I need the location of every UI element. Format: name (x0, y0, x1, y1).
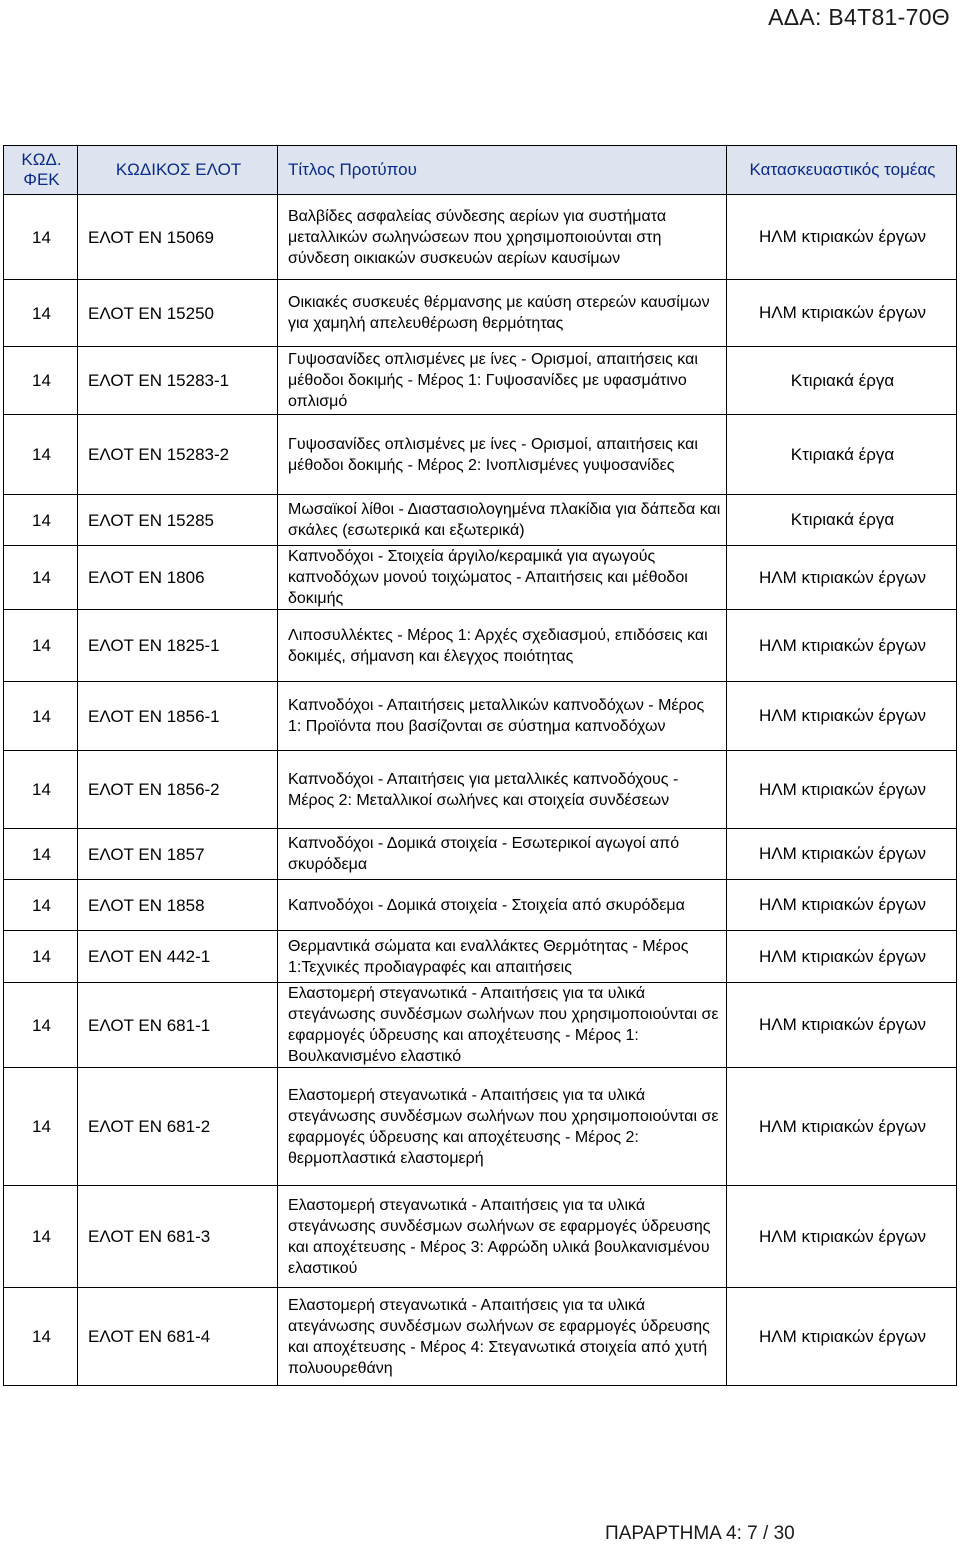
title-cell: Γυψοσανίδες οπλισμένες με ίνες - Ορισμοί, απαιτήσεις και μέθοδοι δοκιμής - Μέρος 2: Ινοπλισμένες γυψοσανίδες (278, 415, 727, 495)
table-row (4, 1186, 957, 1288)
fek-cell: 14 (4, 1288, 78, 1386)
sector-cell: ΗΛΜ κτιριακών έργων (727, 983, 957, 1068)
page-footer: ΠΑΡΑΡΤΗΜΑ 4: 7 / 30 (605, 1523, 795, 1544)
fek-cell: 14 (4, 829, 78, 880)
title-cell: Καπνοδόχοι - Στοιχεία άργιλο/κεραμικά για αγωγούς καπνοδόχων μονού τοιχώματος - Απαιτήσεις και μέθοδοι δοκιμής (278, 546, 727, 610)
code-cell: ΕΛΟΤ EN 15283-2 (78, 415, 278, 495)
fek-cell: 14 (4, 610, 78, 682)
code-cell: ΕΛΟΤ EN 15250 (78, 280, 278, 347)
table-row (4, 983, 957, 1068)
sector-cell: ΗΛΜ κτιριακών έργων (727, 610, 957, 682)
title-cell: Οικιακές συσκευές θέρμανσης με καύση στερεών καυσίμων για χαμηλή απελευθέρωση θερμότητας (278, 280, 727, 347)
code-cell: ΕΛΟΤ EN 1858 (78, 880, 278, 931)
code-cell: ΕΛΟΤ EN 681-2 (78, 1068, 278, 1186)
table-row (4, 931, 957, 983)
fek-cell: 14 (4, 347, 78, 415)
code-cell: ΕΛΟΤ EN 15069 (78, 195, 278, 280)
sector-cell: ΗΛΜ κτιριακών έργων (727, 280, 957, 347)
fek-cell: 14 (4, 682, 78, 751)
fek-cell: 14 (4, 1186, 78, 1288)
title-cell: Θερμαντικά σώματα και εναλλάκτες Θερμότητας - Μέρος 1:Τεχνικές προδιαγραφές και απαιτήσεις (278, 931, 727, 983)
title-cell: Βαλβίδες ασφαλείας σύνδεσης αερίων για συστήματα μεταλλικών σωληνώσεων που χρησιμοποιούνται στη σύνδεση οικιακών συσκευών αερίων καυσίμων (278, 195, 727, 280)
col-header-title: Τίτλος Προτύπου (278, 146, 727, 195)
fek-cell: 14 (4, 983, 78, 1068)
col-header-code: ΚΩΔΙΚΟΣ ΕΛΟΤ (78, 146, 278, 195)
table-row (4, 880, 957, 931)
code-cell: ΕΛΟΤ EN 681-4 (78, 1288, 278, 1386)
code-cell: ΕΛΟΤ EN 1825-1 (78, 610, 278, 682)
col-header-sector: Κατασκευαστικός τομέας (727, 146, 957, 195)
fek-cell: 14 (4, 280, 78, 347)
ada-code: ΑΔΑ: Β4Τ81-70Θ (768, 4, 950, 30)
fek-cell: 14 (4, 751, 78, 829)
fek-cell: 14 (4, 546, 78, 610)
code-cell: ΕΛΟΤ EN 1857 (78, 829, 278, 880)
sector-cell: ΗΛΜ κτιριακών έργων (727, 1068, 957, 1186)
sector-cell: Κτιριακά έργα (727, 495, 957, 546)
table-header-row (4, 146, 957, 195)
title-cell: Καπνοδόχοι - Απαιτήσεις μεταλλικών καπνοδόχων - Μέρος 1: Προϊόντα που βασίζονται σε σύστημα καπνοδόχων (278, 682, 727, 751)
table-row (4, 280, 957, 347)
title-cell: Λιποσυλλέκτες - Μέρος 1: Αρχές σχεδιασμού, επιδόσεις και δοκιμές, σήμανση και έλεγχος ποιότητας (278, 610, 727, 682)
code-cell: ΕΛΟΤ EN 15283-1 (78, 347, 278, 415)
table-row (4, 1288, 957, 1386)
fek-cell: 14 (4, 1068, 78, 1186)
fek-cell: 14 (4, 880, 78, 931)
sector-cell: ΗΛΜ κτιριακών έργων (727, 1288, 957, 1386)
code-cell: ΕΛΟΤ EN 15285 (78, 495, 278, 546)
fek-cell: 14 (4, 495, 78, 546)
col-header-fek: ΚΩΔ. ΦΕΚ (4, 146, 78, 195)
code-cell: ΕΛΟΤ EN 1856-2 (78, 751, 278, 829)
title-cell: Καπνοδόχοι - Δομικά στοιχεία - Στοιχεία από σκυρόδεμα (278, 880, 727, 931)
fek-cell: 14 (4, 195, 78, 280)
table-row (4, 347, 957, 415)
table-row (4, 829, 957, 880)
code-cell: ΕΛΟΤ EN 681-1 (78, 983, 278, 1068)
title-cell: Ελαστομερή στεγανωτικά - Απαιτήσεις για τα υλικά στεγάνωσης συνδέσμων σωλήνων σε εφαρμογές ύδρευσης και αποχέτευσης - Μέρος 3: Αφρώδη υλικά βουλκανισμένου ελαστικού (278, 1186, 727, 1288)
sector-cell: ΗΛΜ κτιριακών έργων (727, 931, 957, 983)
title-cell: Γυψοσανίδες οπλισμένες με ίνες - Ορισμοί, απαιτήσεις και μέθοδοι δοκιμής - Μέρος 1: Γυψοσανίδες με υφασμάτινο οπλισμό (278, 347, 727, 415)
fek-cell: 14 (4, 415, 78, 495)
sector-cell: ΗΛΜ κτιριακών έργων (727, 195, 957, 280)
sector-cell: Κτιριακά έργα (727, 347, 957, 415)
fek-cell: 14 (4, 931, 78, 983)
code-cell: ΕΛΟΤ EN 1856-1 (78, 682, 278, 751)
standards-table (3, 145, 957, 1386)
title-cell: Μωσαϊκοί λίθοι - Διαστασιολογημένα πλακίδια για δάπεδα και σκάλες (εσωτερικά και εξωτερικά) (278, 495, 727, 546)
code-cell: ΕΛΟΤ EN 1806 (78, 546, 278, 610)
table-row (4, 495, 957, 546)
table-row (4, 751, 957, 829)
title-cell: Ελαστομερή στεγανωτικά - Απαιτήσεις για τα υλικά στεγάνωσης συνδέσμων σωλήνων που χρησιμοποιούνται σε εφαρμογές ύδρευσης και αποχέτευσης - Μέρος 2: θερμοπλαστικά ελαστομερή (278, 1068, 727, 1186)
sector-cell: ΗΛΜ κτιριακών έργων (727, 1186, 957, 1288)
title-cell: Καπνοδόχοι - Δομικά στοιχεία - Εσωτερικοί αγωγοί από σκυρόδεμα (278, 829, 727, 880)
sector-cell: ΗΛΜ κτιριακών έργων (727, 546, 957, 610)
table-row (4, 195, 957, 280)
table-row (4, 610, 957, 682)
table-row (4, 546, 957, 610)
table-row (4, 1068, 957, 1186)
code-cell: ΕΛΟΤ EN 681-3 (78, 1186, 278, 1288)
code-cell: ΕΛΟΤ EN 442-1 (78, 931, 278, 983)
title-cell: Ελαστομερή στεγανωτικά - Απαιτήσεις για τα υλικά ατεγάνωσης συνδέσμων σωλήνων σε εφαρμογές ύδρευσης και αποχέτευσης - Μέρος 4: Στεγανωτικά στοιχεία από χυτή πολυουρεθάνη (278, 1288, 727, 1386)
sector-cell: ΗΛΜ κτιριακών έργων (727, 880, 957, 931)
table-row (4, 682, 957, 751)
table-row (4, 415, 957, 495)
title-cell: Ελαστομερή στεγανωτικά - Απαιτήσεις για τα υλικά στεγάνωσης συνδέσμων σωλήνων που χρησιμοποιούνται σε εφαρμογές ύδρευσης και αποχέτευσης - Μέρος 1: Βουλκανισμένο ελαστικό (278, 983, 727, 1068)
sector-cell: Κτιριακά έργα (727, 415, 957, 495)
title-cell: Καπνοδόχοι - Απαιτήσεις για μεταλλικές καπνοδόχους - Μέρος 2: Μεταλλικοί σωλήνες και στοιχεία συνδέσεων (278, 751, 727, 829)
sector-cell: ΗΛΜ κτιριακών έργων (727, 751, 957, 829)
sector-cell: ΗΛΜ κτιριακών έργων (727, 829, 957, 880)
sector-cell: ΗΛΜ κτιριακών έργων (727, 682, 957, 751)
